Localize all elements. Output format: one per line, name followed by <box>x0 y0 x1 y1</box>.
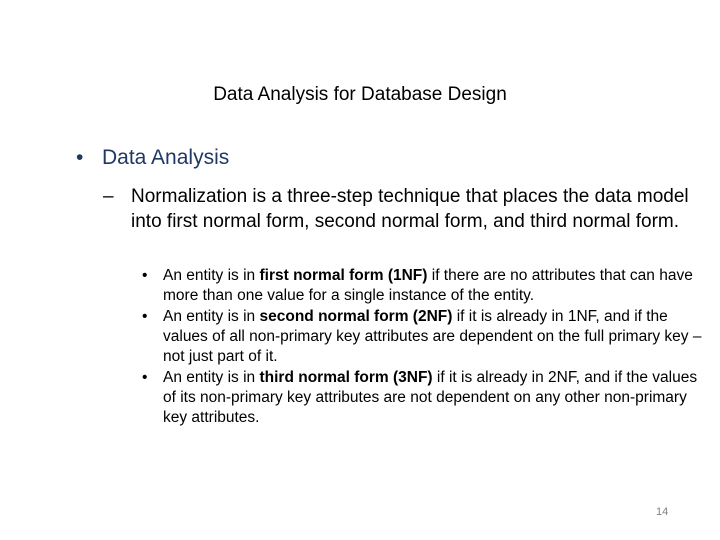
text-after: if it is already in 2NF, and if the values of its non-primary key attributes are not dependent on any other non-primary key attributes. <box>163 369 698 426</box>
list-item-1nf-text <box>163 266 702 306</box>
text-after: if it is already in 1NF, and if the values of all non-primary key attributes are dependent on the full primary key – not just part of it. <box>163 308 702 365</box>
sub-bullet-normalization <box>103 184 693 234</box>
page-number: 14 <box>656 506 669 518</box>
text-after: if there are no attributes that can have more than one value for a single instance of the entity. <box>163 267 693 304</box>
bullet-data-analysis-text: Data Analysis <box>102 146 230 169</box>
term-1nf: first normal form (1NF) <box>259 267 428 284</box>
bullet-dot-icon: • <box>142 267 148 284</box>
bullet-dot-icon: • <box>76 146 84 169</box>
list-item-2nf <box>142 307 702 367</box>
list-item-3nf <box>142 368 702 428</box>
bullet-dot-icon: • <box>142 369 148 386</box>
term-2nf: second normal form (2NF) <box>259 308 453 325</box>
term-3nf: third normal form (3NF) <box>259 369 433 386</box>
text-before: An entity is in <box>163 267 260 284</box>
text-before: An entity is in <box>163 369 260 386</box>
bullet-dot-icon: • <box>142 308 148 325</box>
list-item-2nf-text <box>163 307 702 367</box>
list-item-1nf <box>142 266 702 306</box>
sub-bullet-normalization-text: Normalization is a three-step technique that places the data model into first normal form, second normal form, and third normal form. <box>131 186 689 232</box>
slide-title: Data Analysis for Database Design <box>213 84 507 105</box>
dash-bullet-icon: – <box>103 186 114 207</box>
text-before: An entity is in <box>163 308 260 325</box>
normal-forms-list <box>142 266 702 429</box>
list-item-3nf-text <box>163 368 702 428</box>
